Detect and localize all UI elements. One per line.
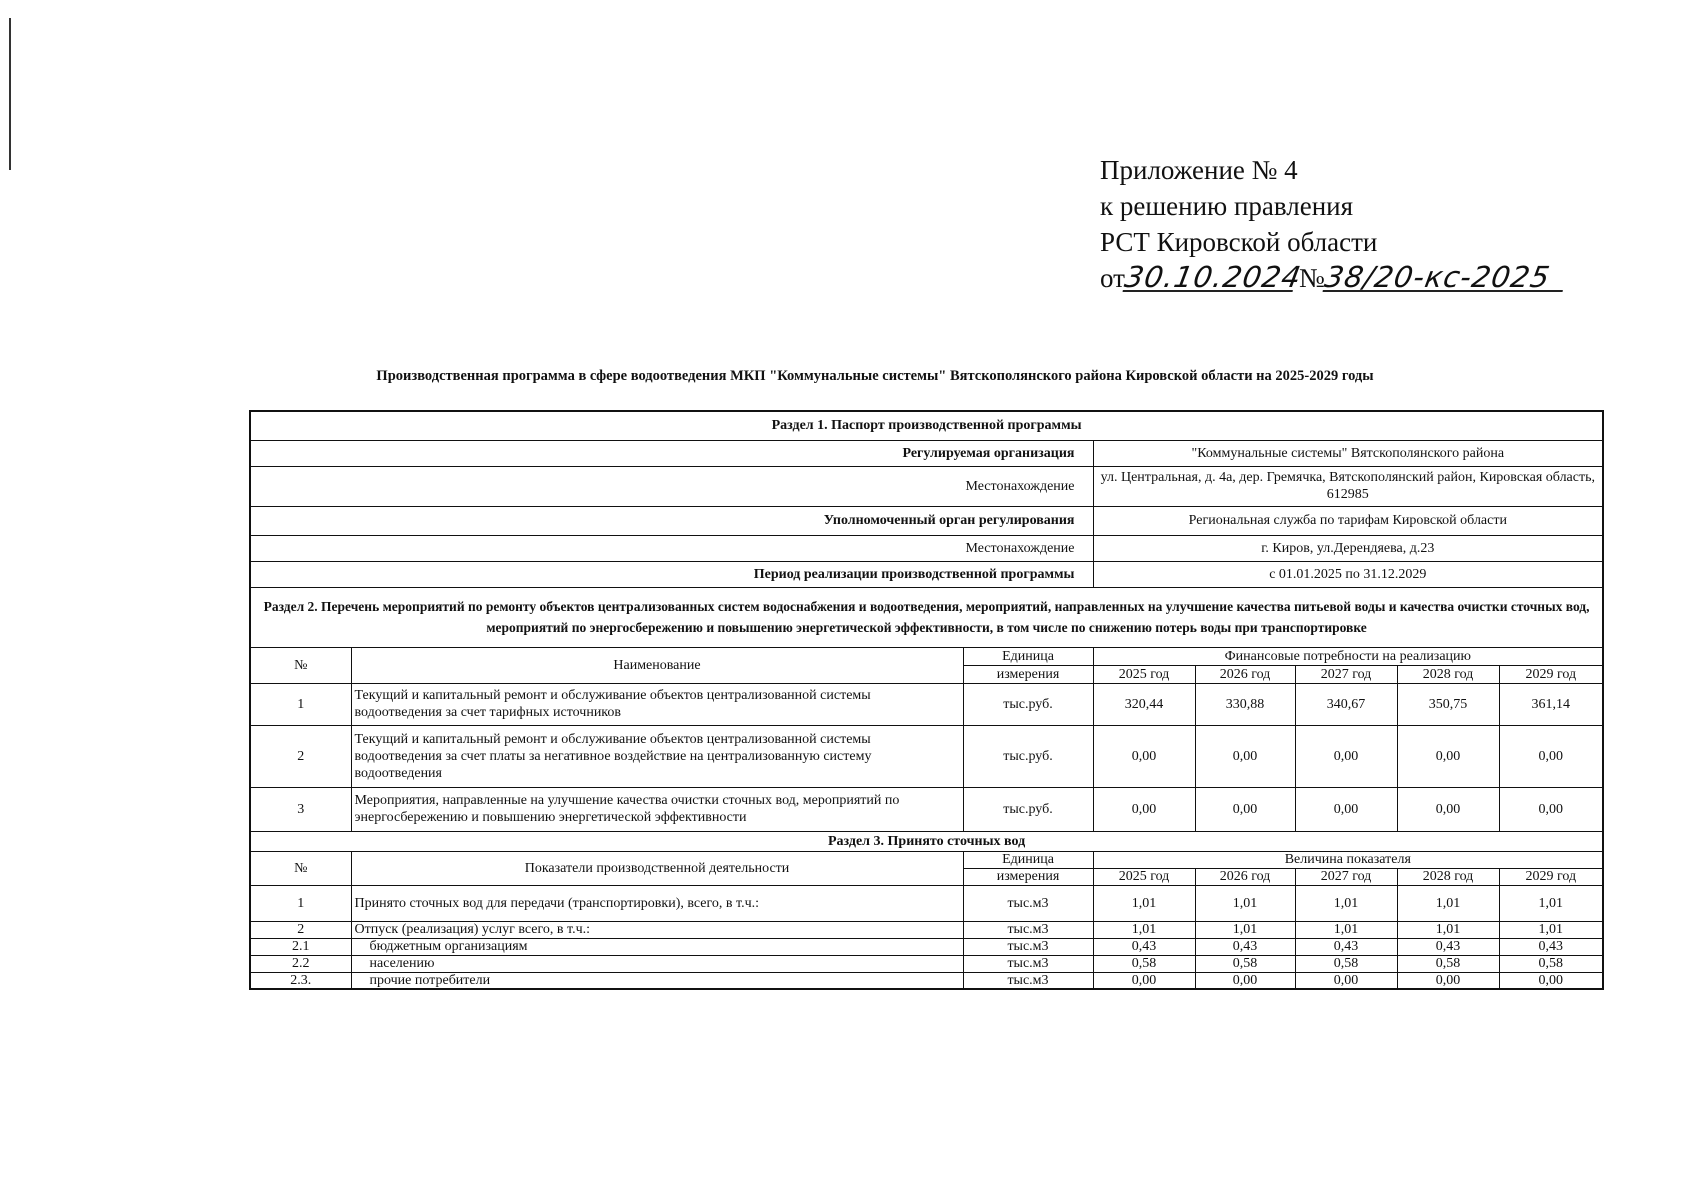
row-value: 0,43 (1397, 938, 1499, 955)
row-value: 1,01 (1295, 921, 1397, 938)
passport-row (250, 535, 1603, 561)
row-value: 1,01 (1093, 921, 1195, 938)
year-header: 2029 год (1499, 665, 1603, 683)
number-label: № (1298, 263, 1325, 293)
section3-heading: Раздел 3. Принято сточных вод (250, 831, 1603, 851)
table-row (250, 955, 1603, 972)
col-indicator-header: Показатели производственной деятельности (351, 851, 963, 885)
row-value: 350,75 (1397, 683, 1499, 725)
row-number: 2.3. (250, 972, 351, 989)
col-unit-header: Единица (963, 647, 1093, 665)
row-value: 0,00 (1295, 972, 1397, 989)
passport-label: Регулируемая организация (250, 440, 1093, 466)
row-value: 0,00 (1195, 787, 1295, 831)
row-unit: тыс.м3 (963, 885, 1093, 921)
row-name: Принято сточных вод для передачи (транспортировки), всего, в т.ч.: (351, 885, 963, 921)
row-name: прочие потребители (351, 972, 963, 989)
passport-label: Местонахождение (250, 466, 1093, 506)
col-number-header: № (250, 647, 351, 683)
row-value: 0,43 (1295, 938, 1397, 955)
year-header: 2028 год (1397, 665, 1499, 683)
row-value: 0,00 (1499, 972, 1603, 989)
year-header: 2026 год (1195, 665, 1295, 683)
passport-row (250, 466, 1603, 506)
col-group-header: Финансовые потребности на реализацию (1093, 647, 1603, 665)
col-number-header: № (250, 851, 351, 885)
row-number: 2 (250, 725, 351, 787)
row-unit: тыс.м3 (963, 921, 1093, 938)
year-header: 2027 год (1295, 868, 1397, 885)
row-value: 361,14 (1499, 683, 1603, 725)
row-unit: тыс.м3 (963, 938, 1093, 955)
from-label: от (1100, 263, 1125, 293)
row-number: 2.1 (250, 938, 351, 955)
col-unit-header: Единица (963, 851, 1093, 868)
table-row (250, 725, 1603, 787)
row-value: 1,01 (1093, 885, 1195, 921)
year-header: 2027 год (1295, 665, 1397, 683)
row-name: Отпуск (реализация) услуг всего, в т.ч.: (351, 921, 963, 938)
year-header: 2026 год (1195, 868, 1295, 885)
row-value: 0,00 (1195, 725, 1295, 787)
row-name: Текущий и капитальный ремонт и обслуживание объектов централизованной системы водоотведения за счет тарифных источников (351, 683, 963, 725)
row-value: 0,00 (1295, 787, 1397, 831)
appendix-authority: РСТ Кировской области (1100, 227, 1378, 257)
row-unit: тыс.руб. (963, 683, 1093, 725)
handwritten-number: 38/20-кс-2025 (1322, 264, 1567, 292)
section3-heading-row (250, 831, 1603, 851)
row-value: 0,00 (1397, 972, 1499, 989)
row-number: 3 (250, 787, 351, 831)
row-number: 2 (250, 921, 351, 938)
row-value: 0,00 (1093, 725, 1195, 787)
document-title: Производственная программа в сфере водоотведения МКП "Коммунальные системы" Вятскополянского района Кировской области на 2025-2029 годы (376, 368, 1374, 384)
row-value: 1,01 (1499, 885, 1603, 921)
row-value: 1,01 (1499, 921, 1603, 938)
row-value: 340,67 (1295, 683, 1397, 725)
table-row (250, 938, 1603, 955)
section2-heading: Раздел 2. Перечень мероприятий по ремонту объектов централизованных систем водоснабжения и водоотведения, мероприятий, направленных на улучшение качества питьевой воды и качества очистки сточных вод, мероприятий по энергосбережению и повышению энергетической эффективности, в том числе по снижению потерь воды при транспортировке (250, 587, 1603, 647)
row-value: 1,01 (1397, 885, 1499, 921)
passport-value: ул. Центральная, д. 4а, дер. Гремячка, Вятскополянский район, Кировская область, 612985 (1093, 466, 1603, 506)
handwritten-date: 30.10.2024 (1122, 260, 1305, 294)
row-value: 0,58 (1397, 955, 1499, 972)
row-value: 0,43 (1195, 938, 1295, 955)
year-header: 2029 год (1499, 868, 1603, 885)
row-name: бюджетным организациям (351, 938, 963, 955)
year-header: 2025 год (1093, 665, 1195, 683)
row-value: 1,01 (1195, 885, 1295, 921)
table-row (250, 921, 1603, 938)
passport-value: Региональная служба по тарифам Кировской области (1093, 506, 1603, 535)
year-header: 2025 год (1093, 868, 1195, 885)
row-number: 1 (250, 683, 351, 725)
passport-label: Местонахождение (250, 535, 1093, 561)
section1-heading-row (250, 411, 1603, 440)
row-value: 0,43 (1499, 938, 1603, 955)
row-value: 0,00 (1499, 787, 1603, 831)
row-value: 0,43 (1093, 938, 1195, 955)
appendix-block (1100, 152, 1565, 296)
row-value: 0,58 (1195, 955, 1295, 972)
table-row (250, 885, 1603, 921)
passport-value: г. Киров, ул.Дерендяева, д.23 (1093, 535, 1603, 561)
row-number: 1 (250, 885, 351, 921)
row-value: 330,88 (1195, 683, 1295, 725)
col-name-header: Наименование (351, 647, 963, 683)
scan-edge-line (9, 18, 11, 170)
row-value: 0,00 (1397, 787, 1499, 831)
row-value: 0,00 (1195, 972, 1295, 989)
passport-row (250, 561, 1603, 587)
row-unit: тыс.руб. (963, 787, 1093, 831)
appendix-number: Приложение № 4 (1100, 155, 1298, 185)
passport-row (250, 440, 1603, 466)
row-value: 320,44 (1093, 683, 1195, 725)
passport-value: "Коммунальные системы" Вятскополянского района (1093, 440, 1603, 466)
year-header: 2028 год (1397, 868, 1499, 885)
section2-heading-row (250, 587, 1603, 647)
col-unit-header-2: измерения (963, 665, 1093, 683)
row-name: населению (351, 955, 963, 972)
row-name: Мероприятия, направленные на улучшение качества очистки сточных вод, мероприятий по энергосбережению и повышению энергетической эффективности (351, 787, 963, 831)
row-value: 0,00 (1093, 972, 1195, 989)
row-value: 0,58 (1295, 955, 1397, 972)
row-value: 1,01 (1295, 885, 1397, 921)
passport-row (250, 506, 1603, 535)
passport-value: с 01.01.2025 по 31.12.2029 (1093, 561, 1603, 587)
row-value: 0,00 (1397, 725, 1499, 787)
passport-label: Уполномоченный орган регулирования (250, 506, 1093, 535)
row-unit: тыс.руб. (963, 725, 1093, 787)
col-unit-header-2: измерения (963, 868, 1093, 885)
appendix-date-line (1100, 260, 1565, 296)
row-value: 1,01 (1397, 921, 1499, 938)
production-program-table (249, 410, 1604, 990)
row-value: 0,00 (1295, 725, 1397, 787)
row-name: Текущий и капитальный ремонт и обслуживание объектов централизованной системы водоотведения за счет платы за негативное воздействие на централизованную систему водоотведения (351, 725, 963, 787)
row-unit: тыс.м3 (963, 972, 1093, 989)
section1-heading: Раздел 1. Паспорт производственной программы (250, 411, 1603, 440)
row-value: 0,58 (1499, 955, 1603, 972)
table-row (250, 972, 1603, 989)
table-row (250, 787, 1603, 831)
col-group-header: Величина показателя (1093, 851, 1603, 868)
section3-header-row (250, 851, 1603, 868)
row-value: 1,01 (1195, 921, 1295, 938)
passport-label: Период реализации производственной программы (250, 561, 1093, 587)
section2-header-row (250, 647, 1603, 665)
row-unit: тыс.м3 (963, 955, 1093, 972)
row-value: 0,00 (1093, 787, 1195, 831)
row-value: 0,00 (1499, 725, 1603, 787)
appendix-decision: к решению правления (1100, 191, 1354, 221)
row-number: 2.2 (250, 955, 351, 972)
row-value: 0,58 (1093, 955, 1195, 972)
table-row (250, 683, 1603, 725)
